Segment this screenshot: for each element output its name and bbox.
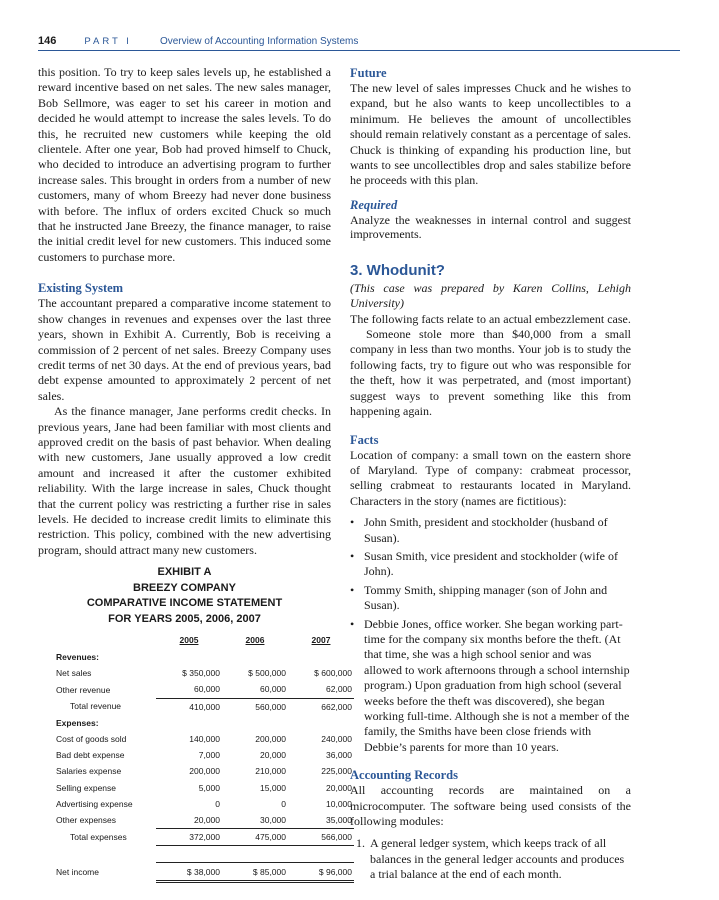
- cell: 0: [281, 798, 286, 809]
- list-item: • Debbie Jones, office worker. She began working part-time for the company six months before the theft. (At that time, she was a high school senior and was allowed to work afternoons through a school internship program.) Upon graduation from high school (several weeks before the theft was discovered), she began working full-time. Although she is not a member of the family, the Smiths have been close friends with Debbie’s parents for more than 10 years.: [350, 617, 631, 756]
- left-paragraph-3: As the finance manager, Jane performs credit checks. In previous years, Jane had been familiar with most clients and approved credit on the basis of past behavior. When dealing with new customers, Jane usually approved a low credit amount and increased it after the customer exhibited reliability. With the large increase in sales, Chuck thought that the current policy was restricting a further rise in sales levels. He decided to increase credit limits to eliminate this restriction. This policy, combined with the new advertising program, should attract many new customers.: [38, 404, 331, 557]
- item-text: A general ledger system, which keeps track of all balances in the general ledger accounts and produces a trial balance at the end of each month.: [370, 836, 625, 882]
- expenses-label: Expenses:: [56, 717, 99, 728]
- cell: 20,000: [156, 812, 222, 829]
- cell: 475,000: [222, 829, 288, 846]
- cell: 200,000: [189, 766, 220, 777]
- cell: $ 96,000: [288, 863, 354, 881]
- table-row: [56, 665, 354, 681]
- cell: 140,000: [189, 734, 220, 745]
- required-heading: Required: [350, 197, 398, 212]
- page-number: 146: [38, 35, 57, 47]
- cell: 410,000: [189, 701, 220, 712]
- cell: 560,000: [255, 701, 286, 712]
- left-paragraph-1: this position. To try to keep sales levels up, he established a reward incentive based on net sales. The new sales manager, Bob Sellmore, was eager to set his career in motion and decided he would attempt to increase the sales levels. To do this, he recruited new customers while keeping the old clientele. After one year, Bob had proved himself to Chuck, who decided to introduce an advertising program to further increase sales. This brought in orders from a number of new customers, many of whom Breezy had never done business with before. The influx of orders excited Chuck so much that he instructed Jane Breezy, the finance manager, to raise the initial credit level for new customers. This induced some customers to purchase more.: [38, 65, 331, 264]
- cell: 210,000: [255, 766, 286, 777]
- case-credit: (This case was prepared by Karen Collins, Lehigh University): [350, 280, 631, 311]
- row-label: Other revenue: [56, 684, 111, 695]
- row-label: Cost of goods sold: [56, 734, 127, 745]
- cell: $ 85,000: [222, 863, 288, 881]
- cell: $ 600,000: [314, 668, 352, 679]
- table-row: [56, 829, 354, 846]
- exhibit-label: EXHIBIT A: [157, 566, 212, 578]
- cell: 62,000: [288, 681, 354, 698]
- year-header: 2006: [245, 635, 265, 645]
- row-label: Total revenue: [70, 701, 122, 712]
- future-text: The new level of sales impresses Chuck and he wishes to expand, but he also wants to keep uncollectibles to a minimum. He believes the amount of uncollectibles should remain relatively constant as a percentage of sales. Chuck is thinking of expanding his production line, but wants to see uncollectibles drop and sales stabilize before he proceeds with this plan.: [350, 81, 631, 188]
- section-title: Overview of Accounting Information Systems: [159, 36, 359, 47]
- left-paragraph-2: The accountant prepared a comparative income statement to show changes in revenues and expenses over the last three years, shown in Exhibit A. Currently, Bob is receiving a commission of 2 percent of net sales. Breezy Company uses credit terms of net 30 days. At the end of previous years, bad debt expense amounted to approximately 2 percent of net sales.: [38, 296, 331, 403]
- table-row: [56, 649, 354, 665]
- table-row: [56, 863, 354, 881]
- row-label: Selling expense: [56, 782, 117, 793]
- cell: 35,000: [288, 812, 354, 829]
- exhibit-years: FOR YEARS 2005, 2006, 2007: [108, 612, 261, 625]
- spacer-row: [56, 846, 354, 863]
- list-item: [350, 836, 631, 882]
- year-header: 2007: [311, 635, 331, 645]
- existing-system-heading: Existing System: [38, 281, 124, 296]
- row-label: Bad debt expense: [56, 750, 125, 761]
- cell: 20,000: [326, 782, 352, 793]
- table-header-row: [56, 631, 354, 649]
- cell: 10,000: [326, 798, 352, 809]
- left-column: [38, 65, 331, 558]
- right-column: [350, 65, 631, 883]
- cell: $ 38,000: [156, 863, 222, 881]
- cell: 200,000: [255, 734, 286, 745]
- accounting-records-heading: Accounting Records: [350, 768, 458, 783]
- exhibit-company: BREEZY COMPANY: [133, 581, 236, 594]
- facts-heading: Facts: [350, 432, 379, 447]
- table-row: [56, 715, 354, 731]
- case-title: 3. Whodunit?: [350, 261, 445, 279]
- year-header: 2005: [179, 635, 199, 645]
- cell: $ 350,000: [182, 668, 220, 679]
- cell: 7,000: [198, 750, 220, 761]
- exhibit-title: [38, 565, 331, 627]
- table-row: [56, 698, 354, 715]
- cell: $ 500,000: [248, 668, 286, 679]
- cell: 240,000: [321, 734, 352, 745]
- row-label: Net income: [56, 867, 99, 878]
- row-label: Advertising expense: [56, 798, 133, 809]
- row-label: Net sales: [56, 668, 92, 679]
- cell: 60,000: [156, 681, 222, 698]
- future-heading: Future: [350, 66, 387, 80]
- item-number: 1.: [356, 836, 365, 851]
- cell: 60,000: [222, 681, 288, 698]
- header-rule: [38, 50, 680, 51]
- part-label: PART I: [84, 36, 132, 47]
- cell: 662,000: [321, 701, 352, 712]
- facts-text: Location of company: a small town on the eastern shore of Maryland. Type of company: crabmeat processor, selling crabmeat to restaurants located in Maryland. Characters in the story (names are fictitious):: [350, 447, 631, 508]
- cell: 15,000: [260, 782, 286, 793]
- cell: 30,000: [222, 812, 288, 829]
- characters-list: [350, 515, 631, 755]
- list-item: • Susan Smith, vice president and stockholder (wife of John).: [350, 549, 631, 580]
- list-item: • Tommy Smith, shipping manager (son of John and Susan).: [350, 583, 631, 614]
- case-paragraph: Someone stole more than $40,000 from a small company in less than two months. Your job is to study the following facts, try to figure out who was responsible for the theft, how it was perpetrated, and (most important) suggest ways to prevent something like this from happening again.: [350, 327, 631, 419]
- list-item: • John Smith, president and stockholder (husband of Susan).: [350, 515, 631, 546]
- table-row: [56, 747, 354, 763]
- records-text: All accounting records are maintained on a microcomputer. The software being used consists of the following modules:: [350, 783, 631, 829]
- case-intro: The following facts relate to an actual embezzlement case.: [350, 311, 631, 326]
- cell: 372,000: [156, 829, 222, 846]
- cell: 225,000: [321, 766, 352, 777]
- table-row: [56, 780, 354, 796]
- cell: 0: [215, 798, 220, 809]
- table-row: [56, 796, 354, 812]
- table-row: [56, 681, 354, 698]
- row-label: Salaries expense: [56, 766, 122, 777]
- row-label: Other expenses: [56, 815, 117, 826]
- cell: 36,000: [326, 750, 352, 761]
- income-statement-table: [56, 631, 354, 883]
- required-text: Analyze the weaknesses in internal control and suggest improvements.: [350, 212, 631, 241]
- table-row: [56, 731, 354, 747]
- revenues-label: Revenues:: [56, 652, 99, 663]
- modules-list: [350, 836, 631, 882]
- table-row: [56, 812, 354, 829]
- cell: 5,000: [198, 782, 220, 793]
- row-label: Total expenses: [70, 832, 127, 843]
- cell: 566,000: [288, 829, 354, 846]
- cell: 20,000: [260, 750, 286, 761]
- table-row: [56, 763, 354, 779]
- exhibit-statement: COMPARATIVE INCOME STATEMENT: [86, 597, 283, 609]
- running-header: [38, 35, 358, 47]
